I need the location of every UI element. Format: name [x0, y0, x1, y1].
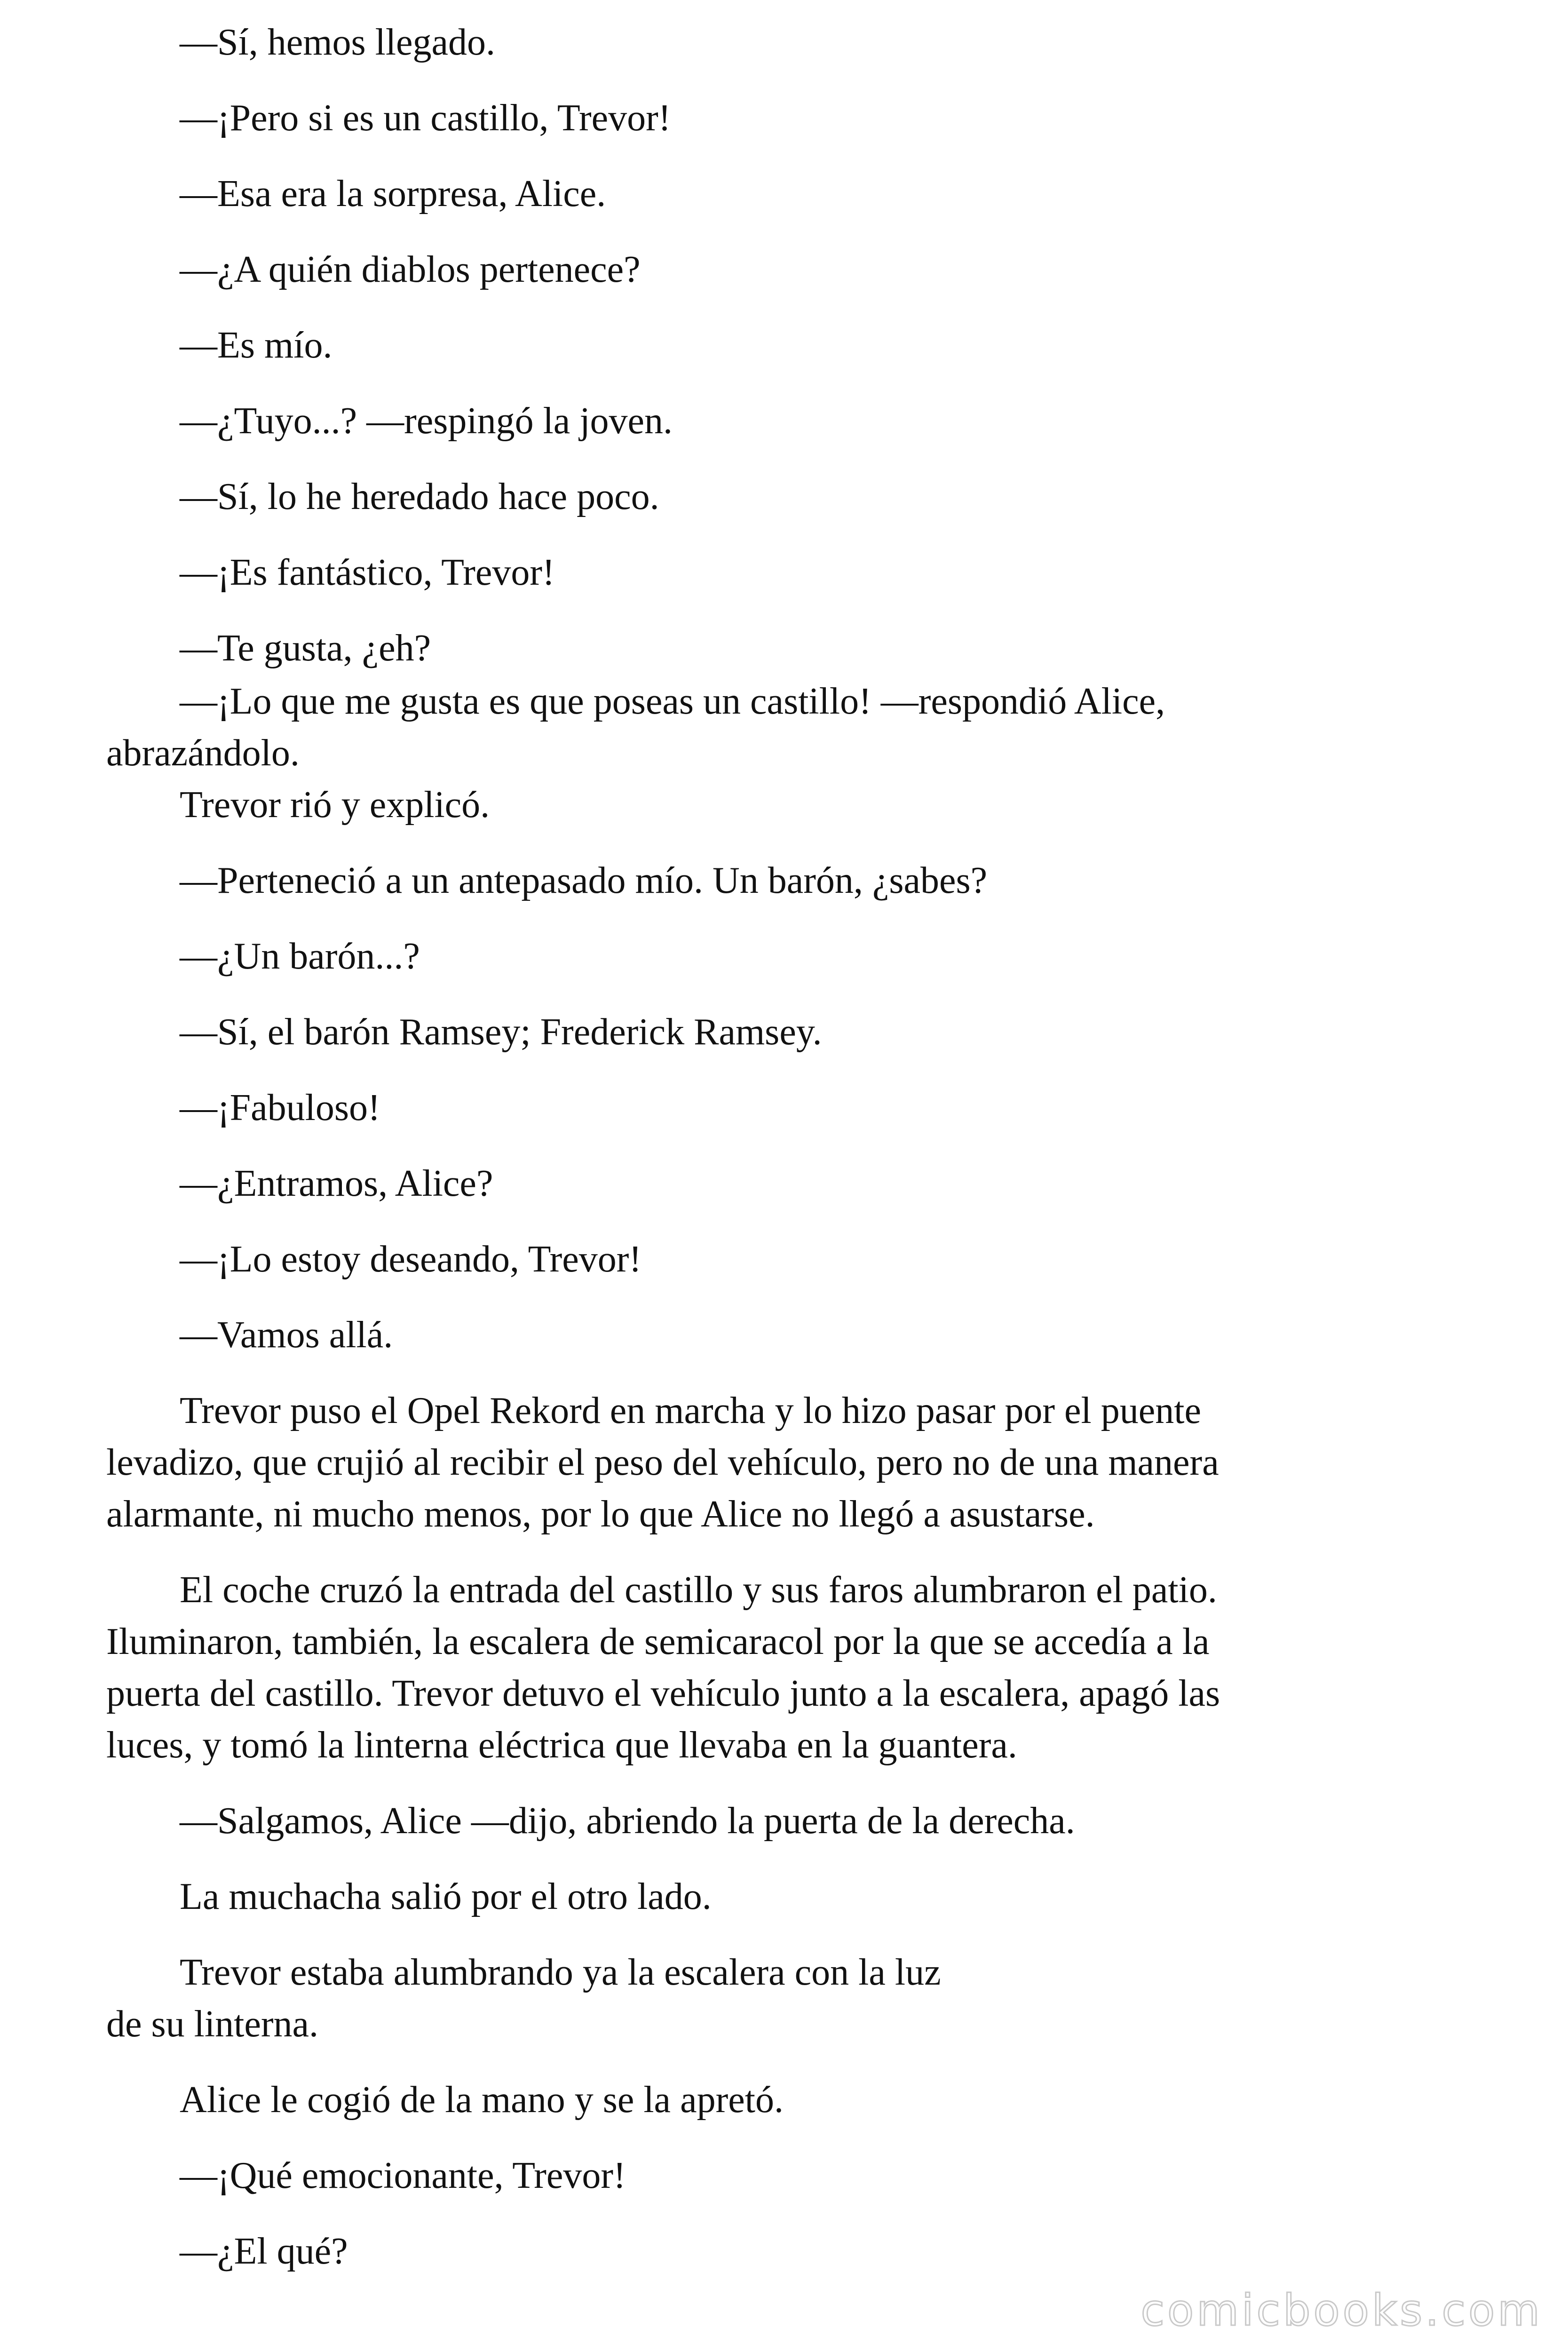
text-line: —¡Lo que me gusta es que poseas un castillo! —respondió Alice,: [180, 681, 1165, 722]
text-line: —Es mío.: [180, 325, 333, 366]
text-line: alarmante, ni mucho menos, por lo que Alice no llegó a asustarse.: [106, 1494, 1095, 1535]
text-line: Alice le cogió de la mano y se la apretó.: [180, 2079, 784, 2121]
text-line: puerta del castillo. Trevor detuvo el vehículo junto a la escalera, apagó las: [106, 1673, 1220, 1714]
text-line: —Te gusta, ¿eh?: [180, 628, 431, 669]
text-line: —¿El qué?: [180, 2231, 348, 2272]
text-line: —Perteneció a un antepasado mío. Un barón, ¿sabes?: [180, 860, 988, 901]
text-line: luces, y tomó la linterna eléctrica que llevaba en la guantera.: [106, 1724, 1017, 1766]
text-line: El coche cruzó la entrada del castillo y sus faros alumbraron el patio.: [180, 1569, 1217, 1611]
text-line: Trevor rió y explicó.: [180, 784, 490, 826]
text-line: —¡Fabuloso!: [180, 1087, 380, 1128]
text-line: —¡Pero si es un castillo, Trevor!: [180, 97, 671, 139]
text-line: —¡Es fantástico, Trevor!: [180, 552, 555, 593]
text-line: —Sí, el barón Ramsey; Frederick Ramsey.: [180, 1011, 822, 1053]
text-line: —Salgamos, Alice —dijo, abriendo la puerta de la derecha.: [180, 1800, 1075, 1842]
text-line: —¿Tuyo...? —respingó la joven.: [180, 400, 673, 442]
text-line: abrazándolo.: [106, 732, 300, 774]
text-line: —¿Entramos, Alice?: [180, 1163, 493, 1204]
text-line: —¡Lo estoy deseando, Trevor!: [180, 1239, 642, 1280]
watermark-logo: comicbooks.com: [1140, 2285, 1543, 2336]
text-line: La muchacha salió por el otro lado.: [180, 1876, 712, 1917]
text-line: —¿A quién diablos pertenece?: [180, 249, 641, 290]
text-line: de su linterna.: [106, 2003, 318, 2045]
text-line: —¿Un barón...?: [180, 936, 420, 977]
text-line: Iluminaron, también, la escalera de semicaracol por la que se accedía a la: [106, 1621, 1210, 1662]
text-line: —Esa era la sorpresa, Alice.: [180, 173, 606, 215]
text-line: Trevor estaba alumbrando ya la escalera con la luz: [180, 1952, 941, 1993]
text-line: —Sí, hemos llegado.: [180, 22, 496, 63]
text-line: —Sí, lo he heredado hace poco.: [180, 476, 659, 517]
text-line: Trevor puso el Opel Rekord en marcha y lo hizo pasar por el puente: [180, 1390, 1201, 1431]
text-line: —Vamos allá.: [180, 1314, 393, 1356]
text-line: —¡Qué emocionante, Trevor!: [180, 2155, 626, 2196]
text-line: levadizo, que crujió al recibir el peso del vehículo, pero no de una manera: [106, 1442, 1219, 1483]
